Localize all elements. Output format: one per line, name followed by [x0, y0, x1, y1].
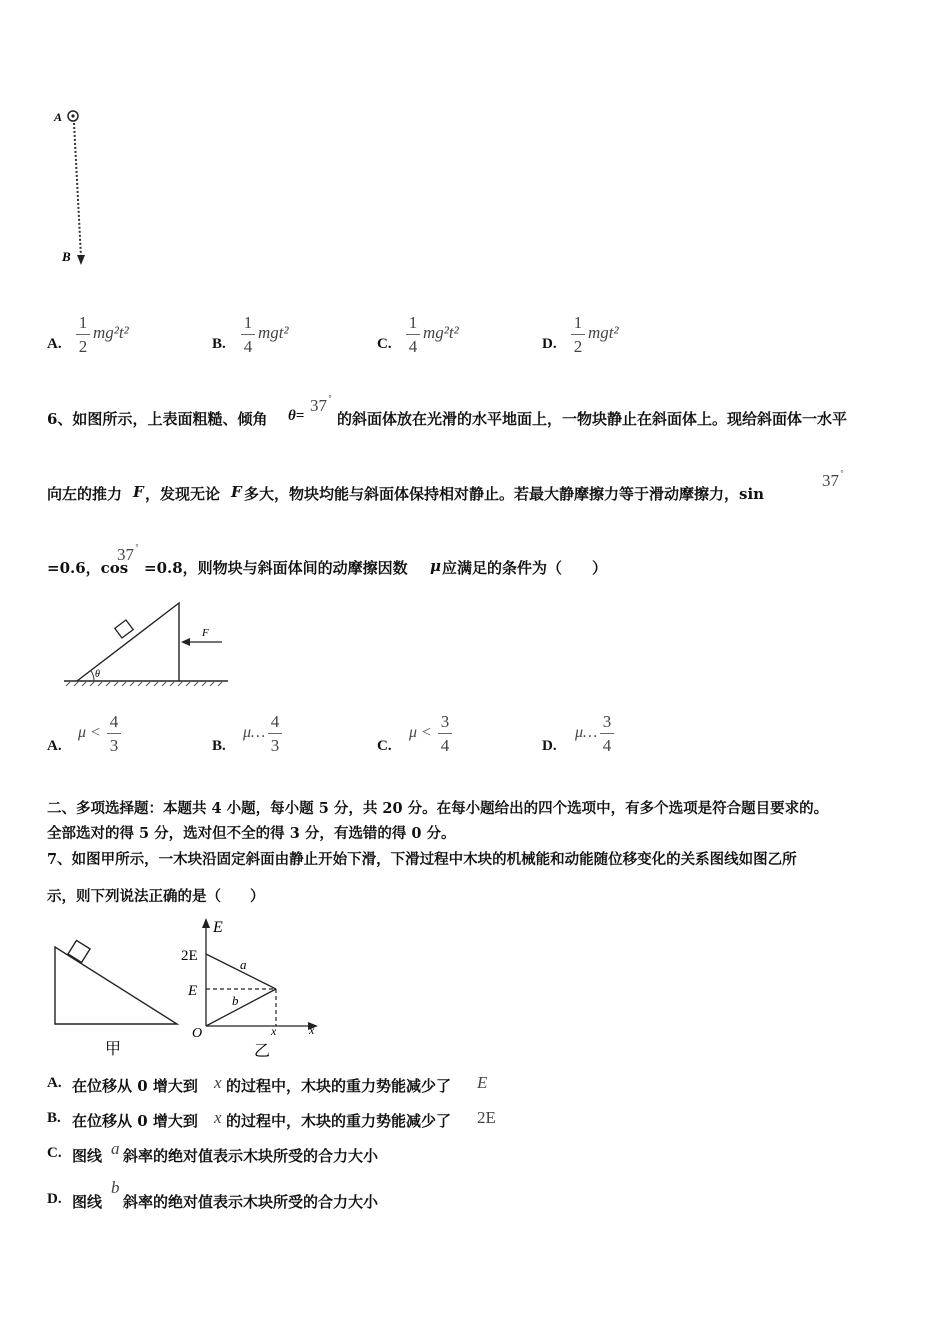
q5-option-c-expr: mg²t² [423, 323, 459, 342]
q6-option-a-fraction: 4 3 [107, 713, 121, 754]
block [115, 620, 133, 638]
q6-line3-b: =0.8，则物块与斜面体间的动摩擦因数 [144, 559, 408, 577]
theta-arc [91, 671, 94, 681]
q7-option-b-post: 的过程中，木块的重力势能减少了 [226, 1112, 452, 1130]
q7-option-b-var: x [214, 1108, 222, 1127]
q7-option-a-post: 的过程中，木块的重力势能减少了 [226, 1077, 452, 1095]
q6-F-1: F [133, 483, 144, 501]
section2-line1: 二、多项选择题：本题共 4 小题，每小题 5 分，共 20 分。在每小题给出的四个选项中，有多个选项是符合题目要求的。 [47, 800, 829, 817]
q6-theta: θ= [288, 408, 305, 424]
caption-yi: 乙 [254, 1043, 271, 1060]
line-b [206, 989, 276, 1026]
q7-option-d-post: 斜率的绝对值表示木块所受的合力大小 [123, 1193, 379, 1211]
q7-option-b-letter[interactable]: B. [47, 1110, 61, 1126]
dotted-path [74, 123, 81, 257]
q5-option-b-fraction: 1 4 [241, 314, 255, 355]
label-b: B [62, 249, 71, 264]
q7-option-a-pre: 在位移从 0 增大到 [72, 1077, 198, 1095]
q7-option-c-var: a [111, 1139, 120, 1158]
q7-option-c-pre: 图线 [72, 1147, 103, 1165]
q6-option-c-rel: μ < [409, 724, 432, 741]
arrow-down-icon [77, 255, 85, 265]
tick-2E: 2E [181, 948, 198, 964]
incline-triangle [55, 947, 177, 1024]
y-axis-label: E [213, 919, 223, 936]
label-line-a: a [240, 957, 247, 972]
q6-option-a-letter[interactable]: A. [47, 738, 62, 754]
q7-option-b-end: 2E [477, 1108, 496, 1127]
q6-option-c-letter[interactable]: C. [377, 738, 392, 754]
q6-line3-a: =0.6，cos [47, 559, 129, 577]
q6-F-2: F [231, 483, 242, 501]
q6-line3-c: 应满足的条件为（ ） [442, 559, 608, 577]
label-line-b: b [232, 993, 239, 1008]
q6-angle-2: 37 [822, 471, 839, 490]
y-axis-arrow-icon [202, 918, 210, 928]
tick-E: E [188, 983, 198, 999]
q7-option-a-letter[interactable]: A. [47, 1075, 62, 1091]
q7-line1: 7、如图甲所示，一木块沿固定斜面由静止开始下滑，下滑过程中木块的机械能和动能随位移变化的关系图线如图乙所 [47, 851, 797, 868]
q7-option-c-letter[interactable]: C. [47, 1145, 62, 1161]
q6-angle-3: 37 [117, 545, 134, 564]
q7-option-a-end: E [477, 1073, 488, 1092]
q5-option-d-letter[interactable]: D. [542, 336, 557, 352]
q5-option-b-expr: mgt² [258, 323, 289, 342]
q6-option-d-fraction: 3 4 [600, 713, 614, 754]
ground-hatch [66, 681, 223, 686]
q7-line2: 示，则下列说法正确的是（ ） [47, 888, 265, 905]
x-tick-label: x [271, 1024, 277, 1038]
q6-deg-3: ° [135, 543, 139, 552]
q6-option-b-rel: μ… [243, 724, 266, 741]
theta-label: θ [95, 669, 100, 680]
q6-mu: μ [430, 557, 441, 575]
q6-deg-2: ° [840, 469, 844, 478]
q5-option-a-expr: mg²t² [93, 323, 129, 342]
q6-option-b-letter[interactable]: B. [212, 738, 226, 754]
q7-option-a-var: x [214, 1073, 222, 1092]
q7-option-c-post: 斜率的绝对值表示木块所受的合力大小 [123, 1147, 379, 1165]
section2-line2: 全部选对的得 5 分，选对但不全的得 3 分，有选错的得 0 分。 [47, 825, 456, 842]
q6-line2-c: 多大，物块均能与斜面体保持相对静止。若最大静摩擦力等于滑动摩擦力，sin [244, 485, 765, 503]
block [68, 940, 90, 962]
q7-option-d-letter[interactable]: D. [47, 1191, 62, 1207]
force-label: F [202, 627, 209, 639]
q7-figure-yi [176, 912, 326, 1062]
q6-option-a-rel: μ < [78, 724, 101, 741]
q5-option-d-fraction: 1 2 [571, 314, 585, 355]
q6-deg-1: ° [328, 394, 332, 403]
q6-line2-a: 向左的推力 [47, 485, 123, 503]
q6-incline-figure [62, 598, 232, 690]
origin-label: O [192, 1026, 203, 1041]
q7-option-d-pre: 图线 [72, 1193, 103, 1211]
q7-option-b-pre: 在位移从 0 增大到 [72, 1112, 198, 1130]
q7-figure-jia [48, 925, 183, 1060]
q6-option-c-fraction: 3 4 [438, 713, 452, 754]
q6-option-b-fraction: 4 3 [268, 713, 282, 754]
q6-line2-b: ，发现无论 [145, 485, 221, 503]
q5-option-a-letter[interactable]: A. [47, 336, 62, 352]
q5-option-a-fraction: 1 2 [76, 314, 90, 355]
q5-option-c-fraction: 1 4 [406, 314, 420, 355]
q5-option-c-letter[interactable]: C. [377, 336, 392, 352]
x-axis-label: x [309, 1023, 315, 1037]
q6-option-d-rel: μ… [575, 724, 598, 741]
q6-option-d-letter[interactable]: D. [542, 738, 557, 754]
q6-angle-1: 37 [310, 396, 327, 415]
caption-jia: 甲 [105, 1041, 122, 1058]
q7-option-d-var: b [111, 1178, 120, 1197]
point-a-dot [71, 114, 74, 117]
q6-line1-post: 的斜面体放在光滑的水平地面上，一物块静止在斜面体上。现给斜面体一水平 [337, 410, 848, 428]
q5-option-d-expr: mgt² [588, 323, 619, 342]
label-a: A [54, 110, 63, 124]
force-arrow-icon [181, 638, 190, 646]
incline-wedge [77, 603, 179, 681]
q6-line1-pre: 6、如图所示，上表面粗糙、倾角 [47, 410, 268, 428]
figure-a-b [50, 105, 100, 275]
q5-option-b-letter[interactable]: B. [212, 336, 226, 352]
